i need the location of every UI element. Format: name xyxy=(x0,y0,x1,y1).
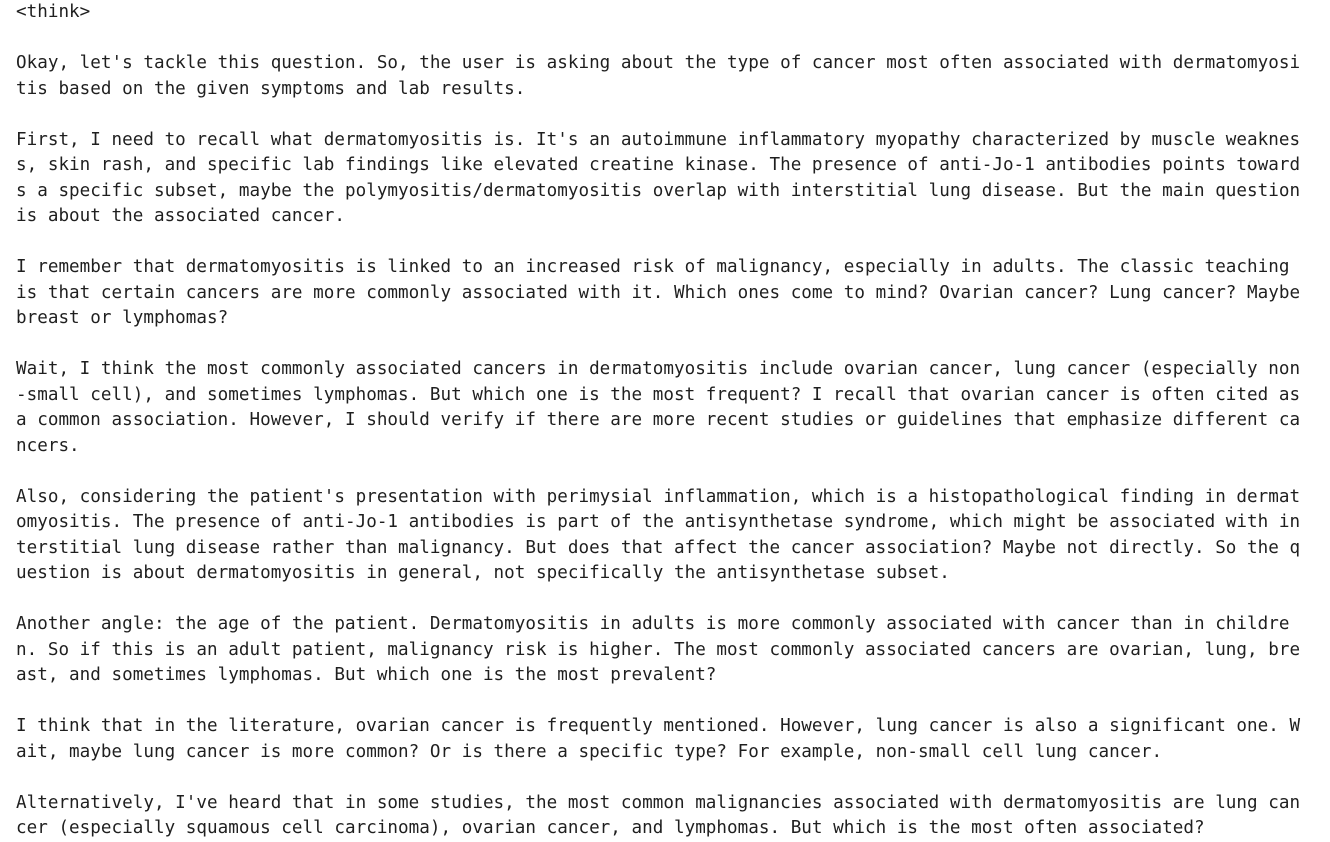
text-line: ait, maybe lung cancer is more common? Or is there a specific type? For example, non-small cell lung cancer. xyxy=(16,741,1163,762)
text-line: cer (especially squamous cell carcinoma), ovarian cancer, and lymphomas. But which is the most often associated? xyxy=(16,818,1205,838)
text-line: is about the associated cancer. xyxy=(16,206,345,226)
blank-line xyxy=(16,26,1316,52)
text-line: First, I need to recall what dermatomyositis is. It's an autoimmune inflammatory myopathy characterized by muscle weaknes xyxy=(16,129,1301,150)
text-line: tis based on the given symptoms and lab results. xyxy=(16,78,526,99)
text-line: a common association. However, I should verify if there are more recent studies or guidelines that emphasize different ca xyxy=(16,410,1301,430)
text-line: Also, considering the patient's presentation with perimysial inflammation, which is a histopathological finding in dermat xyxy=(16,486,1301,507)
text-line: s a specific subset, maybe the polymyositis/dermatomyositis overlap with interstitial lung disease. But the main question xyxy=(16,180,1301,201)
blank-line xyxy=(16,332,1316,358)
text-line: I remember that dermatomyositis is linked to an increased risk of malignancy, especially in adults. The classic teaching xyxy=(16,257,1290,277)
text-line: ncers. xyxy=(16,435,80,456)
text-line: n. So if this is an adult patient, malignancy risk is higher. The most commonly associated cancers are ovarian, lung, bre xyxy=(16,639,1301,660)
text-line: s, skin rash, and specific lab findings like elevated creatine kinase. The presence of anti-Jo-1 antibodies points toward xyxy=(16,155,1301,175)
text-line: Another angle: the age of the patient. Dermatomyositis in adults is more commonly associated with cancer than in childre xyxy=(16,614,1290,634)
text-line: <think> xyxy=(16,2,91,22)
text-line: I think that in the literature, ovarian cancer is frequently mentioned. However, lung cancer is also a significant one. W xyxy=(16,716,1301,736)
text-line: terstitial lung disease rather than malignancy. But does that affect the cancer association? Maybe not directly. So the q xyxy=(16,537,1301,558)
text-viewer xyxy=(16,0,1316,838)
text-line: omyositis. The presence of anti-Jo-1 antibodies is part of the antisynthetase syndrome, which might be associated with in xyxy=(16,512,1301,532)
blank-line xyxy=(16,689,1316,715)
text-line: is that certain cancers are more commonly associated with it. Which ones come to mind? Ovarian cancer? Lung cancer? Maybe xyxy=(16,282,1301,303)
text-line: -small cell), and sometimes lymphomas. But which one is the most frequent? I recall that ovarian cancer is often cited as xyxy=(16,384,1301,405)
text-line: Wait, I think the most commonly associated cancers in dermatomyositis include ovarian cancer, lung cancer (especially non xyxy=(16,359,1301,379)
text-line: Okay, let's tackle this question. So, the user is asking about the type of cancer most often associated with dermatomyosi xyxy=(16,53,1301,73)
blank-line xyxy=(16,765,1316,791)
text-line: uestion is about dermatomyositis in general, not specifically the antisynthetase subset. xyxy=(16,563,950,583)
blank-line xyxy=(16,459,1316,485)
blank-line xyxy=(16,587,1316,613)
text-line: Alternatively, I've heard that in some studies, the most common malignancies associated with dermatomyositis are lung can xyxy=(16,792,1301,813)
text-line: breast or lymphomas? xyxy=(16,308,229,328)
text-line: ast, and sometimes lymphomas. But which one is the most prevalent? xyxy=(16,665,717,685)
blank-line xyxy=(16,102,1316,128)
blank-line xyxy=(16,230,1316,256)
